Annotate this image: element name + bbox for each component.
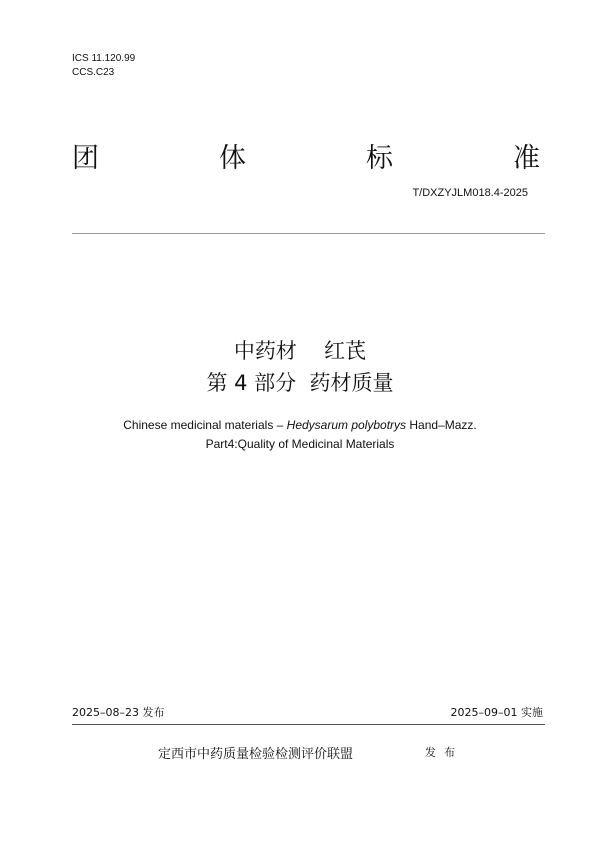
standard-type-char: 团 <box>72 143 99 174</box>
publish-label: 发布 <box>425 746 463 759</box>
standard-type-title <box>72 136 540 175</box>
species-name: Hedysarum polybotrys <box>286 418 407 432</box>
title-cn-part-b: 红芪 <box>324 339 367 363</box>
english-title-suffix: Hand–Mazz. <box>406 418 477 432</box>
publisher-name: 定西市中药质量检验检测评价联盟 <box>158 747 354 762</box>
implement-date: 2025–09–01 实施 <box>450 706 543 719</box>
standard-code: T/DXZYJLM018.4-2025 <box>412 187 528 199</box>
ics-code: ICS 11.120.99 <box>72 53 136 64</box>
english-title-prefix: Chinese medicinal materials – <box>123 418 287 432</box>
english-title-line-2: Part4:Quality of Medicinal Materials <box>205 437 395 451</box>
english-title <box>0 416 600 454</box>
title-cn-part-a: 中药材 <box>233 339 297 363</box>
english-title-line-1 <box>0 416 600 435</box>
standard-type-char: 体 <box>219 143 246 174</box>
chinese-title-line-2: 第 4 部分 药材质量 <box>206 371 394 395</box>
chinese-title-line-1 <box>0 335 600 365</box>
standard-type-char: 标 <box>366 143 393 174</box>
issue-date: 2025–08–23 发布 <box>72 706 165 719</box>
header-divider <box>72 233 545 234</box>
standard-type-char: 准 <box>513 143 540 174</box>
ccs-code: CCS.C23 <box>72 67 115 78</box>
classification-codes <box>72 52 135 80</box>
footer-divider <box>72 724 545 725</box>
